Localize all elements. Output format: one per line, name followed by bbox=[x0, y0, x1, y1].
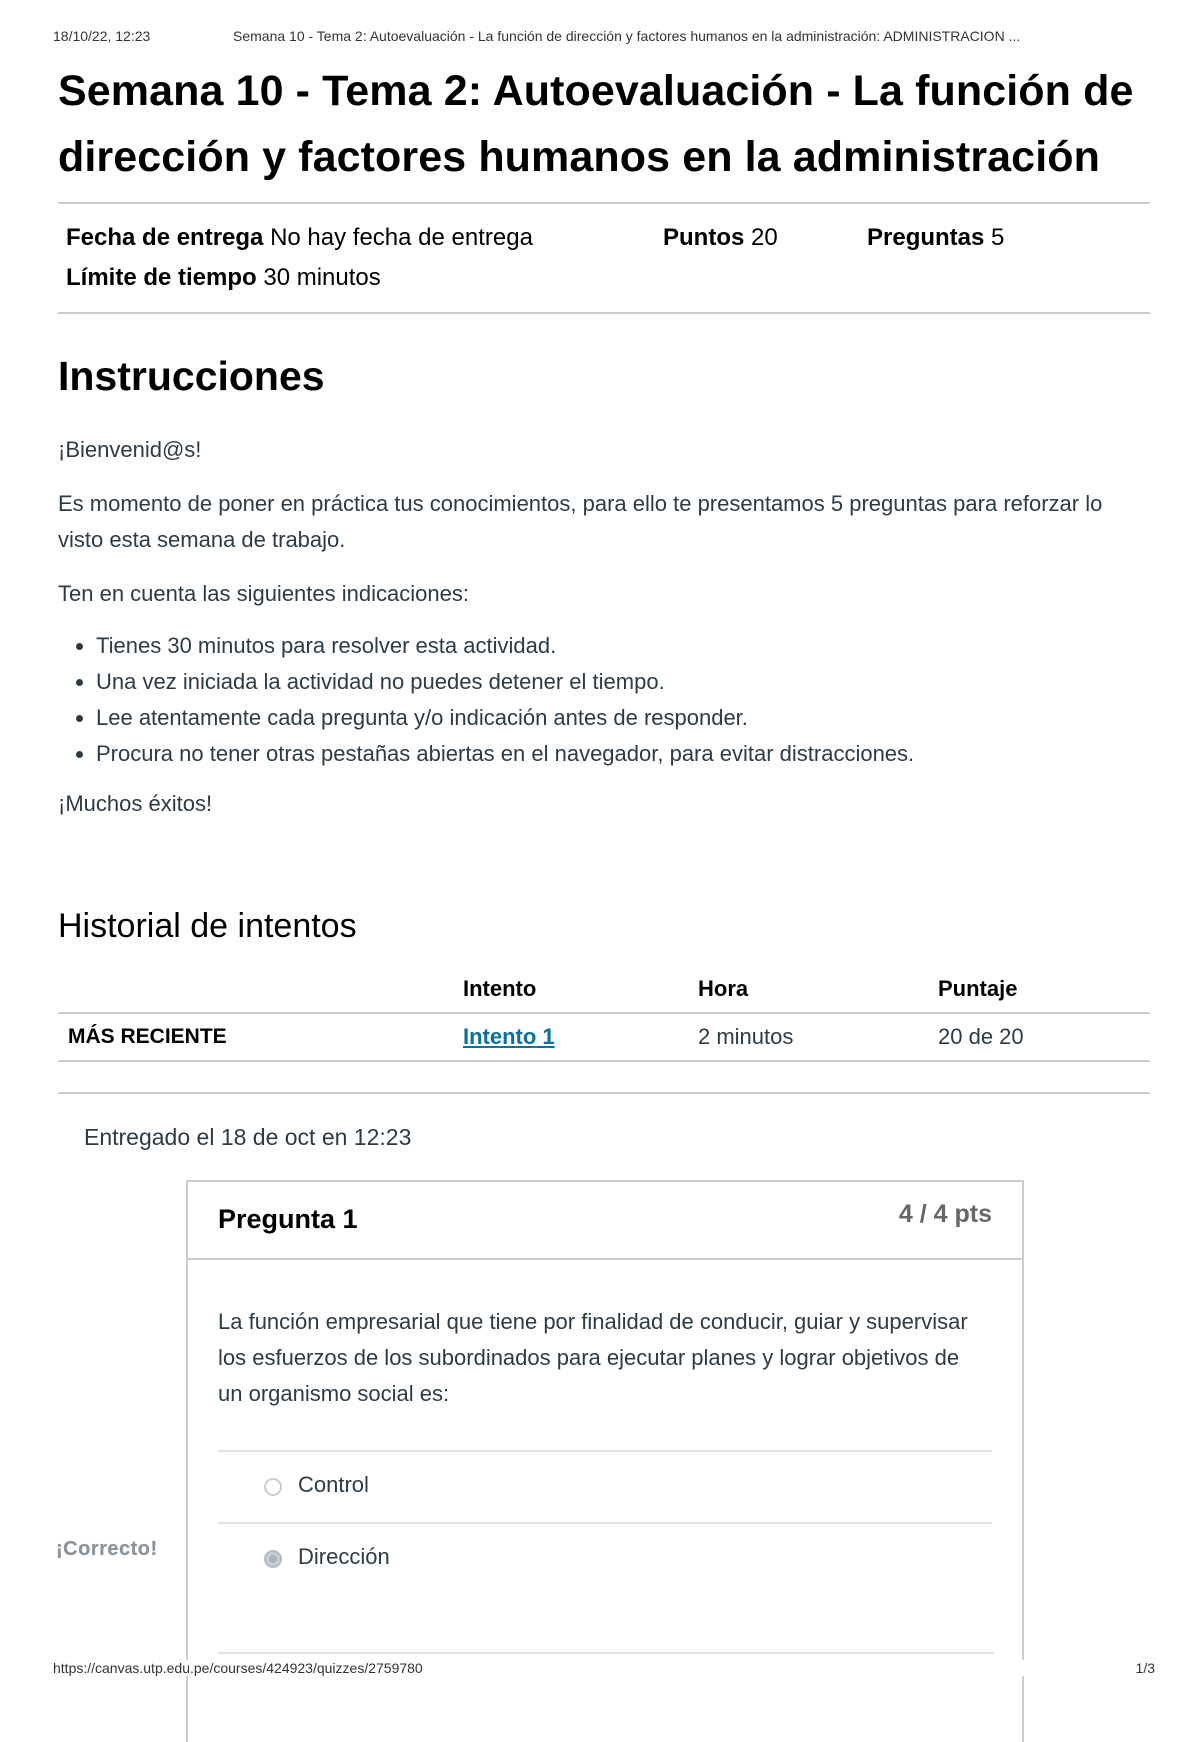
question-card bbox=[186, 1180, 1024, 1742]
answer-option[interactable] bbox=[218, 1452, 992, 1524]
attempt-score: 20 de 20 bbox=[928, 1013, 1150, 1061]
answer-list bbox=[218, 1450, 992, 1644]
instructions-lead: Ten en cuenta las siguientes indicaciones: bbox=[58, 581, 469, 606]
answer-option-selected[interactable] bbox=[218, 1524, 992, 1644]
attempt-history-heading: Historial de intentos bbox=[58, 907, 357, 945]
instructions-greeting: ¡Bienvenid@s! bbox=[58, 437, 202, 462]
due-label: Fecha de entrega bbox=[66, 224, 264, 251]
instructions-list bbox=[58, 628, 1150, 772]
print-footer bbox=[53, 1660, 1155, 1676]
time-value: 30 minutos bbox=[263, 264, 381, 291]
instruction-item: • Lee atentamente cada pregunta y/o indicación antes de responder. bbox=[96, 700, 1150, 736]
attempt-link[interactable]: Intento 1 bbox=[463, 1024, 555, 1049]
time-limit bbox=[66, 258, 381, 298]
question-text: La función empresarial que tiene por finalidad de conducir, guiar y supervisar los esfuerzos de los subordinados para ejecutar planes y lograr objetivos de un organismo social es: bbox=[218, 1309, 968, 1406]
due-value: No hay fecha de entrega bbox=[270, 224, 533, 251]
question-header bbox=[188, 1182, 1022, 1260]
points-value: 20 bbox=[751, 224, 778, 251]
print-page-title: Semana 10 - Tema 2: Autoevaluación - La función de dirección y factores humanos en la administración: ADMINISTRACION ... bbox=[233, 28, 1021, 44]
radio-button[interactable] bbox=[264, 1478, 282, 1496]
attempt-history-table bbox=[58, 966, 1150, 1062]
answer-label: Control bbox=[298, 1472, 369, 1497]
instruction-item: • Tienes 30 minutos para resolver esta actividad. bbox=[96, 628, 1150, 664]
points-label: Puntos bbox=[663, 224, 745, 251]
question-points: 4 / 4 pts bbox=[898, 1200, 992, 1228]
due-date bbox=[66, 218, 663, 258]
instructions-closing: ¡Muchos éxitos! bbox=[58, 791, 213, 816]
attempt-time: 2 minutos bbox=[688, 1013, 928, 1061]
question-title: Pregunta 1 bbox=[218, 1204, 358, 1234]
print-page-number: 1/3 bbox=[1135, 1660, 1155, 1676]
attempt-cell bbox=[453, 1013, 688, 1061]
column-header bbox=[58, 966, 453, 1013]
divider bbox=[58, 312, 1150, 314]
quiz-title: Semana 10 - Tema 2: Autoevaluación - La función de dirección y factores humanos en la administración bbox=[58, 67, 1134, 181]
most-recent-label: MÁS RECIENTE bbox=[58, 1013, 453, 1061]
column-header: Puntaje bbox=[928, 966, 1150, 1013]
time-label: Límite de tiempo bbox=[66, 264, 257, 291]
points bbox=[663, 218, 867, 258]
question-count bbox=[867, 218, 1004, 258]
quiz-meta bbox=[58, 204, 1150, 312]
submission-date: Entregado el 18 de oct en 12:23 bbox=[84, 1124, 412, 1150]
answer-label: Dirección bbox=[298, 1544, 390, 1569]
quiz-content bbox=[58, 58, 1150, 1151]
instructions-heading: Instrucciones bbox=[58, 353, 325, 399]
print-date: 18/10/22, 12:23 bbox=[53, 28, 151, 44]
table-row bbox=[58, 1013, 1150, 1061]
questions-value: 5 bbox=[991, 224, 1005, 251]
column-header: Hora bbox=[688, 966, 928, 1013]
divider bbox=[218, 1652, 994, 1654]
table-header-row bbox=[58, 966, 1150, 1013]
instructions-intro: Es momento de poner en práctica tus conocimientos, para ello te presentamos 5 preguntas para reforzar lo visto esta semana de trabajo. bbox=[58, 491, 1103, 552]
print-url: https://canvas.utp.edu.pe/courses/424923/quizzes/2759780 bbox=[53, 1660, 423, 1676]
print-header bbox=[53, 28, 1160, 44]
correct-flag: ¡Correcto! bbox=[56, 1538, 158, 1560]
column-header: Intento bbox=[453, 966, 688, 1013]
divider bbox=[58, 1092, 1150, 1094]
radio-button-selected[interactable] bbox=[264, 1550, 282, 1568]
instruction-item: • Procura no tener otras pestañas abiertas en el navegador, para evitar distracciones. bbox=[96, 736, 1150, 772]
questions-label: Preguntas bbox=[867, 224, 985, 251]
instruction-item: • Una vez iniciada la actividad no puedes detener el tiempo. bbox=[96, 664, 1150, 700]
